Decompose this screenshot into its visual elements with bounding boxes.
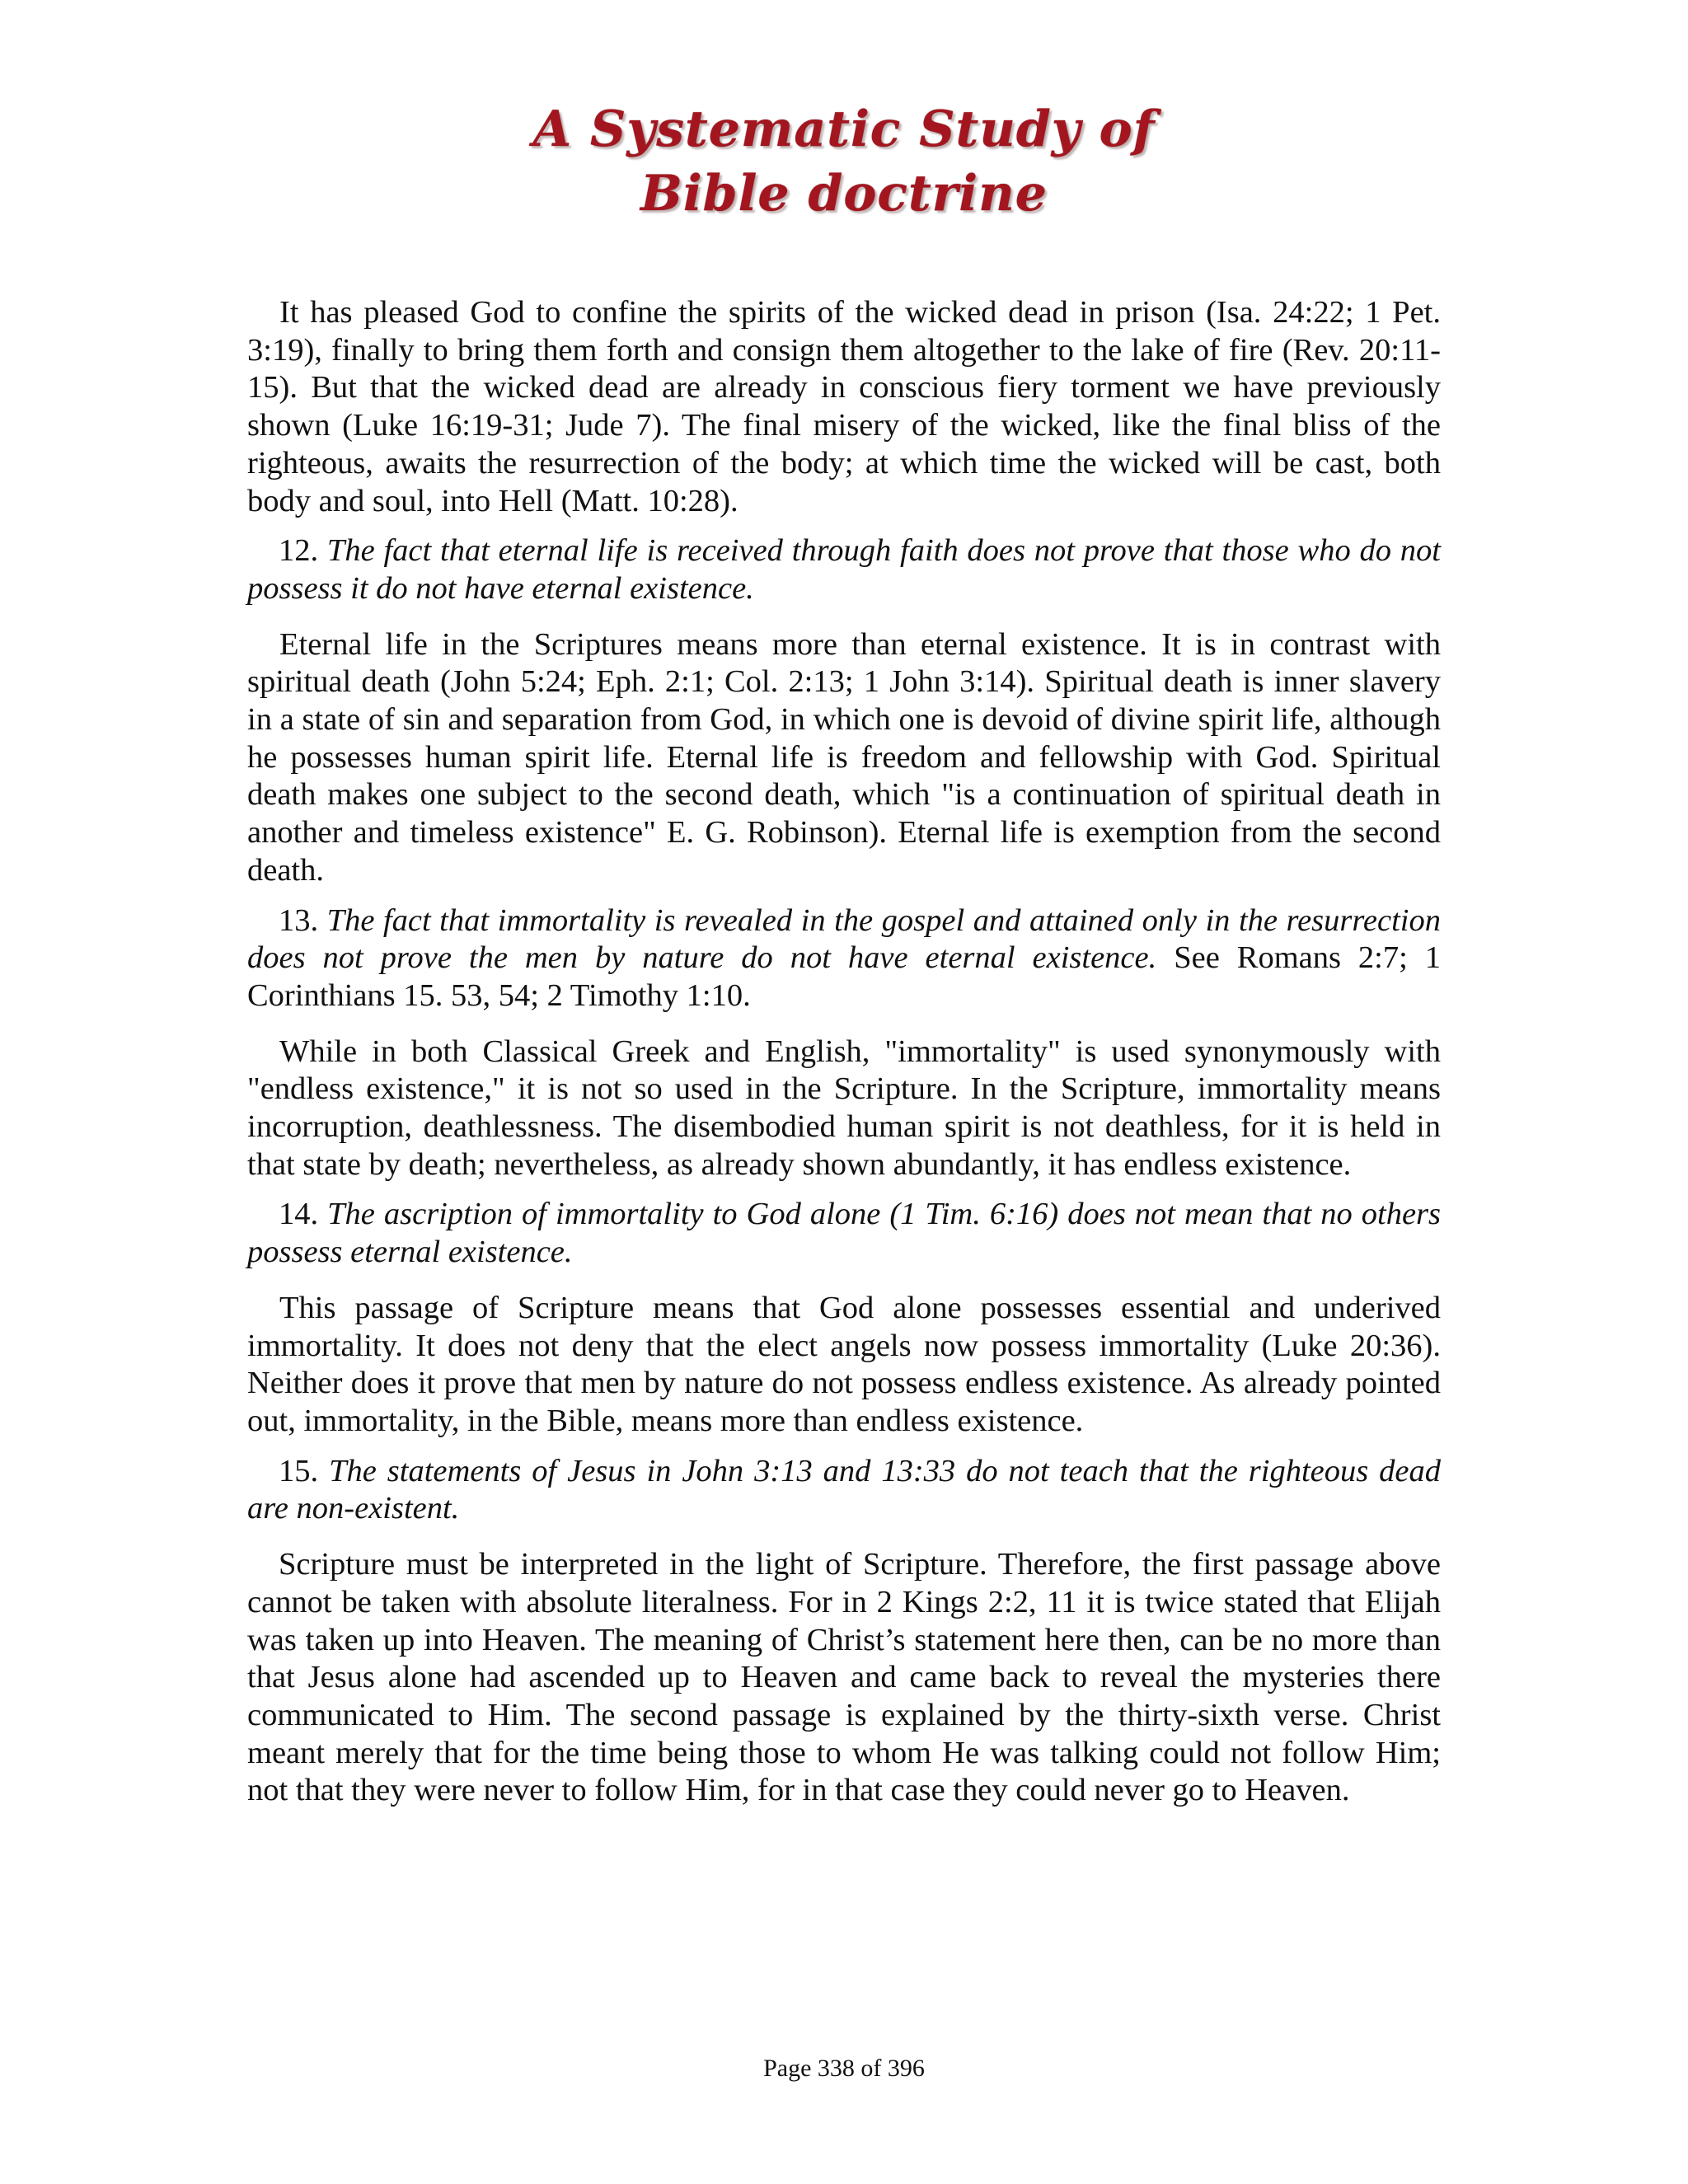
point-13-statement: The fact that immortality is revealed in the gospel and attained only in the resurrection does not prove the men by nature do not have eternal existence. (247, 902, 1441, 976)
point-12 (247, 532, 1441, 607)
point-15-statement: The statements of Jesus in John 3:13 and 13:33 do not teach that the righteous dead are non-existent. (247, 1453, 1442, 1526)
point-12-number: 12. (279, 533, 319, 569)
point-13 (247, 902, 1441, 1015)
point-14-number: 14. (279, 1197, 319, 1232)
point-12-explanation: Eternal life in the Scriptures means more than eternal existence. It is in contrast with spiritual death (John 5:24; Eph. 2:1; Col. 2:13; 1 John 3:14). Spiritual death is inner slavery in a state of sin and separation from God, in which one is devoid of divine spirit life, although he possesses human spirit life. Eternal life is freedom and fellowship with God. Spiritual death makes one subject to the second death, which "is a continuation of spiritual death in another and timeless existence" E. G. Robinson). Eternal life is exemption from the second death. (247, 626, 1441, 888)
paragraph-prison-of-wicked-dead: It has pleased God to confine the spirits of the wicked dead in prison (Isa. 24:22; 1 Pet. 3:19), finally to bring them forth and consign them altogether to the lake of fire (Rev. 20:11-15). But that the wicked dead are already in conscious fiery torment we have previously shown (Luke 16:19-31; Jude 7). The final misery of the wicked, like the final bliss of the righteous, awaits the resurrection of the body; at which time the wicked will be cast, both body and soul, into Hell (Matt. 10:28). (247, 295, 1441, 518)
point-14-statement: The ascription of immortality to God alone (1 Tim. 6:16) does not mean that no others possess eternal existence. (247, 1197, 1441, 1270)
banner-title-line-1: A Systematic Study of (532, 101, 1156, 158)
point-15 (247, 1453, 1441, 1528)
point-15-number: 15. (279, 1453, 319, 1488)
point-13-references: See Romans 2:7; 1 Corinthians 15. 53, 54; 2 Timothy 1:10. (247, 940, 1442, 1013)
point-13-number: 13. (279, 902, 319, 938)
page-header (0, 97, 1688, 226)
banner-title-line-2: Bible doctrine (640, 165, 1048, 223)
page-number: Page 338 of 396 (763, 2055, 925, 2082)
document-body (247, 294, 1441, 1810)
point-12-statement: The fact that eternal life is received through faith does not prove that those who do not possess it do not have eternal existence. (247, 533, 1441, 606)
point-14-explanation: This passage of Scripture means that God alone possesses essential and underived immortality. It does not deny that the elect angels now possess immortality (Luke 20:36). Neither does it prove that men by nature do not possess endless existence. As already pointed out, immortality, in the Bible, means more than endless existence. (247, 1290, 1441, 1438)
point-15-explanation: Scripture must be interpreted in the light of Scripture. Therefore, the first passage above cannot be taken with absolute literalness. For in 2 Kings 2:2, 11 it is twice stated that Elijah was taken up into Heaven. The meaning of Christ’s statement here then, can be no more than that Jesus alone had ascended up to Heaven and came back to reveal the mysteries there communicated to Him. The second passage is explained by the thirty-sixth verse. Christ meant merely that for the time being those to whom He was talking could not follow Him; not that they were never to follow Him, for in that case they could never go to Heaven. (247, 1547, 1441, 1808)
point-14 (247, 1196, 1441, 1271)
point-13-explanation: While in both Classical Greek and English, "immortality" is used synonymously with "endless existence," it is not so used in the Scripture. In the Scripture, immortality means incorruption, deathlessness. The disembodied human spirit is not deathless, for it is held in that state by death; nevertheless, as already shown abundantly, it has endless existence. (247, 1033, 1441, 1182)
